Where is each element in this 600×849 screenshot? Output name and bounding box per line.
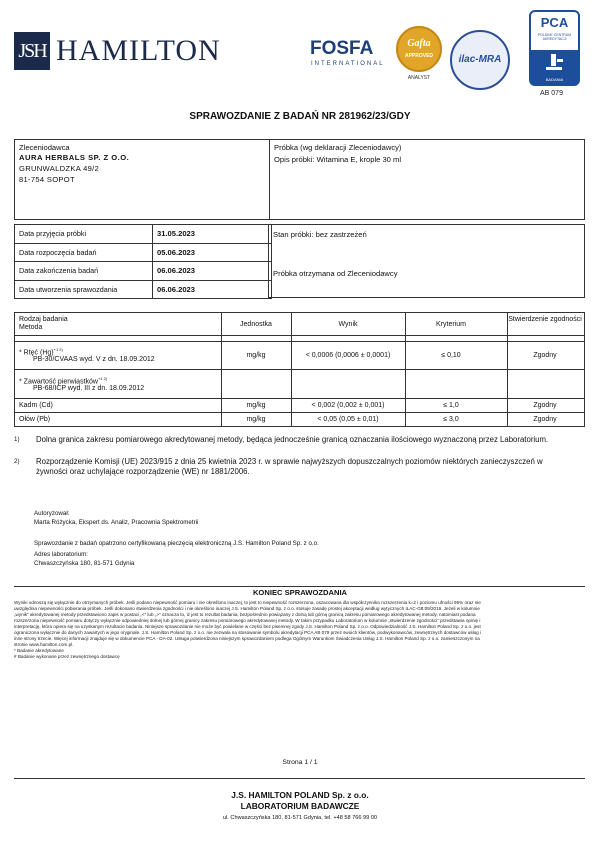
gafta-label: Gafta	[407, 38, 431, 49]
authorized-name: Marta Różycka, Ekspert ds. Analiz, Pracownia Spektrometrii	[34, 519, 199, 526]
disclaimer-line: Wyniki odnoszą się wyłącznie do otrzymanych próbek. Jeśli podano niepewność pomiaru i nie określono inaczej, to jest to niepewność rozszerzona, oszacowana dla współczynnika rozszerzenia k=2 i poziomu ufności 95% oraz nie	[14, 600, 481, 605]
gafta-badge	[396, 26, 442, 72]
legend-line: * Badanie akredytowane	[14, 648, 64, 653]
group-name: * Zawartość pierwiastków$^{+1 2)}$	[19, 376, 108, 386]
pca-emblem	[531, 50, 578, 84]
client-street: GRUNWALDZKA 49/2	[19, 164, 100, 173]
fosfa-logo: FOSFA	[310, 38, 374, 59]
sample-label: Próbka (wg deklaracji Zleceniodawcy)	[274, 143, 402, 152]
fosfa-logo-sub: INTERNATIONAL	[311, 61, 385, 67]
row1-conformity: Zgodny	[533, 352, 557, 359]
microscope-icon	[531, 50, 578, 76]
row1-criterion: ≤ 0,10	[441, 352, 461, 359]
divider	[269, 140, 270, 219]
footer-company: J.S. HAMILTON POLAND Sp. z o.o.	[231, 790, 369, 800]
row-kadm-result: < 0,002 (0,002 ± 0,001)	[311, 402, 385, 409]
date-row	[15, 280, 272, 299]
date-label: Data rozpoczęcia badań	[15, 243, 153, 262]
hamilton-logo-word: HAMILTON	[56, 34, 221, 67]
disclaimer-line: ograniczona wyłącznie do danych zawartych w jego oryginale. J.S. Hamilton Poland Sp. z o.o. nie zezwala na stosowanie symbolu akredytacji PCA AB 079 przez swoich klientów, podwykonawców, zewnętrznych dostawców usług i	[14, 630, 482, 635]
results-table	[14, 312, 585, 427]
row-line	[15, 341, 584, 342]
header-unit: Jednostka	[240, 321, 272, 328]
row-line	[15, 369, 584, 370]
lab-address: Chwaszczyńska 180, 81-571 Gdynia	[34, 560, 135, 567]
date-label: Data zakończenia badań	[15, 262, 153, 281]
row-kadm-name: Kadm (Cd)	[19, 402, 53, 409]
pca-badge	[529, 10, 580, 86]
row-line	[15, 412, 584, 413]
date-label: Data przyjęcia próbki	[15, 225, 153, 244]
disclaimer-line: inne strony trzecie. Więcej informacji znajduje się w dokumencie PCA - DA-02. Usługa potwierdzona niniejszym sprawozdaniem podlega Ogólnym Warunkom Świadczenia Usług J.S. Hamilton Poland Sp. z o.o. zamieszczonym na	[14, 636, 480, 641]
row1-unit: mg/kg	[246, 352, 266, 359]
sample-state: Stan próbki: bez zastrzeżeń	[273, 230, 367, 239]
dates-table	[14, 224, 272, 299]
note-1-num: 1)	[14, 436, 20, 443]
divider	[14, 586, 585, 587]
header-method: Metoda	[19, 324, 43, 331]
disclaimer-line: interpretację, która opiera się na uzyskanym rezultacie badania. Niniejsze sprawozdanie nie może być powielane w części bez pisemnej zgody J.S. Hamilton Poland Sp. z o.o. Odpowiedzialność J.S. Hamilton Poland Sp. z o.o. jest	[14, 624, 481, 629]
row-olow-unit: mg/kg	[246, 416, 266, 423]
row1-name: * Rtęć $(Hg)^{+1 2)}$	[19, 347, 63, 357]
row-olow-criterion: ≤ 3,0	[443, 416, 459, 423]
ilac-label: ilac-MRA	[458, 54, 502, 65]
col-line	[405, 313, 406, 426]
date-value: 06.06.2023	[153, 280, 272, 299]
row-olow-result: < 0,05 (0,05 ± 0,01)	[317, 416, 379, 423]
date-value: 31.05.2023	[153, 225, 272, 244]
footer-address: ul. Chwaszczyńska 180, 81-571 Gdynia, tel. +48 58 766 99 00	[222, 815, 378, 821]
date-row	[15, 262, 272, 281]
lab-address-label: Adres laboratorium:	[34, 551, 88, 558]
note-1-text: Dolna granica zakresu pomiarowego akredytowanej metody, będąca jednocześnie granicą oznaczania ilościowego wyznaczoną przez Laboratorium.	[36, 435, 549, 444]
row-olow-name: Ołów (Pb)	[19, 416, 51, 423]
hamilton-logo-mark: JSH	[14, 32, 50, 70]
col-line	[291, 313, 292, 426]
accreditation-number: AB 079	[540, 90, 563, 97]
row-line	[15, 398, 584, 399]
pca-sub-label: POLSKIE CENTRUM AKREDYTACJI	[537, 33, 572, 41]
header-conformity: Stwierdzenie zgodności	[508, 316, 582, 323]
header-result: Wynik	[338, 321, 358, 328]
client-name: AURA HERBALS SP. Z O.O.	[19, 153, 130, 162]
date-label: Data utworzenia sprawozdania	[15, 280, 153, 299]
legend-line: # Badanie wykonane przez zewnętrznego dostawcę	[14, 654, 120, 659]
col-line	[221, 313, 222, 426]
footer-lab: LABORATORIUM BADAWCZE	[240, 801, 360, 811]
disclaimer-line: stronie www.hamilton.com.pl.	[14, 642, 74, 647]
gafta-approved-label: APPROVED	[404, 53, 434, 59]
row-olow-conformity: Zgodny	[533, 416, 557, 423]
disclaimer	[14, 600, 586, 660]
pca-bottom-label: BADANIA	[545, 77, 564, 82]
disclaimer-line: „wynik” akredytowanej metody przedstawiono zapis w postaci „<” lub „>” oznacza to, iż jest to rezultat badania, bezpośrednio powiązany z dolną lub górną granicą zakresu pomiarowego akredytowanej metody, natomiast podana	[14, 612, 476, 617]
client-sample-box	[14, 139, 585, 220]
report-title: SPRAWOZDANIE Z BADAŃ NR 281962/23/GDY	[189, 111, 411, 122]
row1-result: < 0,0006 (0,0006 ± 0,0001)	[305, 352, 391, 359]
date-row	[15, 225, 272, 244]
disclaimer-line: uwzględnia niepewności pobierania próbek. Jeśli dokonano stwierdzenia zgodności i nie określono inaczej J.S. Hamilton Poland Sp. z o.o. stosuje zasadę prostej akceptacji według wytycznych ILAC-G8:09/2019. Jeżeli w kolumnie	[14, 606, 480, 611]
row-kadm-conformity: Zgodny	[533, 402, 557, 409]
sample-state-box	[268, 224, 585, 298]
end-of-report: KONIEC SPRAWOZDANIA	[252, 588, 348, 597]
header-criterion: Kryterium	[436, 321, 466, 328]
client-city: 81-754 SOPOT	[19, 175, 75, 184]
authorized-label: Autoryzował:	[34, 510, 70, 517]
gafta-sub-label: ANALYST	[407, 75, 431, 81]
note-2-text: Rozporządzenie Komisji (UE) 2023/915 z dnia 25 kwietnia 2023 r. w sprawie najwyższych dopuszczalnych poziomów niektórych zanieczyszczeń w żywności oraz uchylające rozporządzenie (WE) nr 1881/2006.	[36, 457, 543, 476]
page-number: Strona 1 / 1	[282, 759, 318, 766]
row-line	[15, 335, 584, 336]
date-row	[15, 243, 272, 262]
ilac-mra-badge	[450, 30, 510, 90]
client-label: Zleceniodawca	[19, 143, 70, 152]
date-value: 06.06.2023	[153, 262, 272, 281]
disclaimer-line: rozszerzona niepewność pomiaru dotyczy wyłącznie odpowiedniej dolnej lub górnej granicy zakresu pomiarowego akredytowanej metody. W takim przypadku Laboratorium w kolumnie „stwierdzenie zgodności” przedstawia opinię i	[14, 618, 481, 623]
sample-received: Próbka otrzymana od Zleceniodawcy	[273, 269, 398, 278]
pca-label: PCA	[540, 15, 569, 30]
date-value: 05.06.2023	[153, 243, 272, 262]
sample-description: Opis próbki: Witamina E, krople 30 ml	[274, 155, 402, 164]
header-type: Rodzaj badania	[19, 316, 68, 323]
row-kadm-criterion: ≤ 1,0	[443, 402, 459, 409]
row-kadm-unit: mg/kg	[246, 402, 266, 409]
divider	[14, 778, 585, 779]
group-method: PB-68/ICP wyd. III z dn. 18.09.2012	[33, 385, 145, 392]
note-2-num: 2)	[14, 458, 20, 465]
row1-method: PB-30/CVAAS wyd. V z dn. 18.09.2012	[33, 356, 155, 363]
signed-statement: Sprawozdanie z badań opatrzono certyfikowaną pieczęcią elektroniczną J.S. Hamilton Poland Sp. z o.o.	[34, 540, 319, 547]
col-line	[507, 313, 508, 426]
